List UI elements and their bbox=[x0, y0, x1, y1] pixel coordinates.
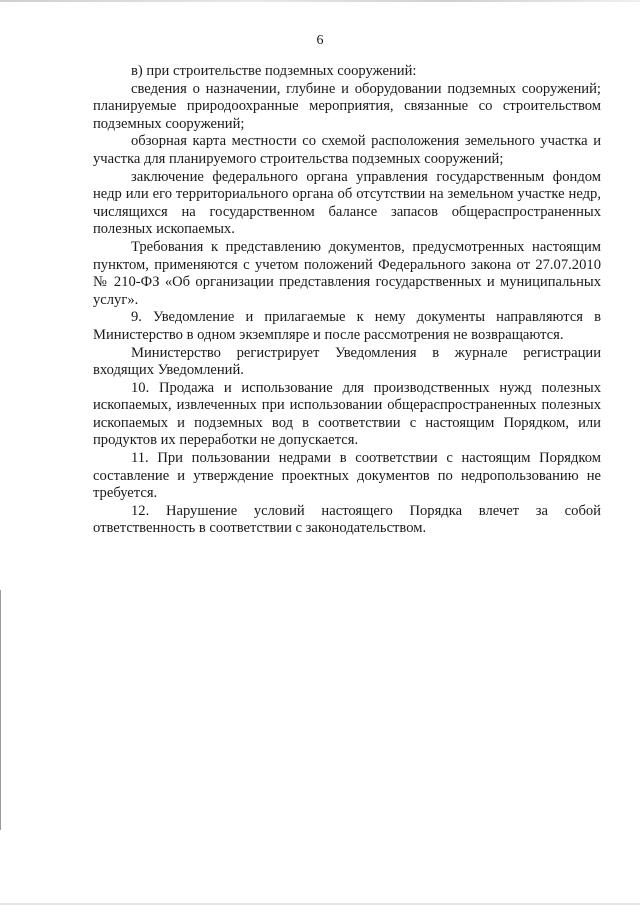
scan-edge-top bbox=[0, 0, 640, 2]
paragraph-overview-map: обзорная карта местности со схемой расположения земельного участка и участка для планируемого строительства подземных сооружений; bbox=[93, 133, 601, 167]
paragraph-12-liability: 12. Нарушение условий настоящего Порядка влечет за собой ответственность в соответствии с законодательством. bbox=[93, 502, 601, 537]
paragraph-document-requirements: Требования к представлению документов, предусмотренных настоящим пунктом, применяются с учетом положений Федерального закона от 27.07.2010 № 210-ФЗ «Об организации представления государственных и муниципальных услуг». bbox=[93, 238, 601, 308]
paragraph-registration: Министерство регистрирует Уведомления в журнале регистрации входящих Уведомлений. bbox=[93, 344, 601, 379]
paragraph-11-project-documents: 11. При пользовании недрами в соответствии с настоящим Порядком составление и утверждение проектных документов по недропользованию не требуется. bbox=[93, 450, 601, 502]
paragraph-federal-conclusion: заключение федерального органа управления государственным фондом недр или его территориального органа об отсутствии на земельном участке недр, числящихся на государственном балансе запасов общераспространенных полезных ископаемых. bbox=[93, 168, 601, 238]
document-body bbox=[93, 63, 601, 538]
scan-edge-left bbox=[0, 590, 1, 830]
paragraph-purpose-info: сведения о назначении, глубине и оборудовании подземных сооружений; планируемые природоохранные мероприятия, связанные со строительством подземных сооружений; bbox=[93, 80, 601, 132]
paragraph-9-notification: 9. Уведомление и прилагаемые к нему документы направляются в Министерство в одном экземпляре и после рассмотрения не возвращаются. bbox=[93, 309, 601, 343]
paragraph-item-v-heading: в) при строительстве подземных сооружений: bbox=[131, 63, 417, 79]
page-number: 6 bbox=[316, 33, 324, 48]
paragraph-10-sale-prohibition: 10. Продажа и использование для производственных нужд полезных ископаемых, извлеченных при использовании общераспространенных полезных ископаемых и подземных вод в соответствии с настоящим Порядком, или продуктов их переработки не допускается. bbox=[93, 379, 601, 449]
